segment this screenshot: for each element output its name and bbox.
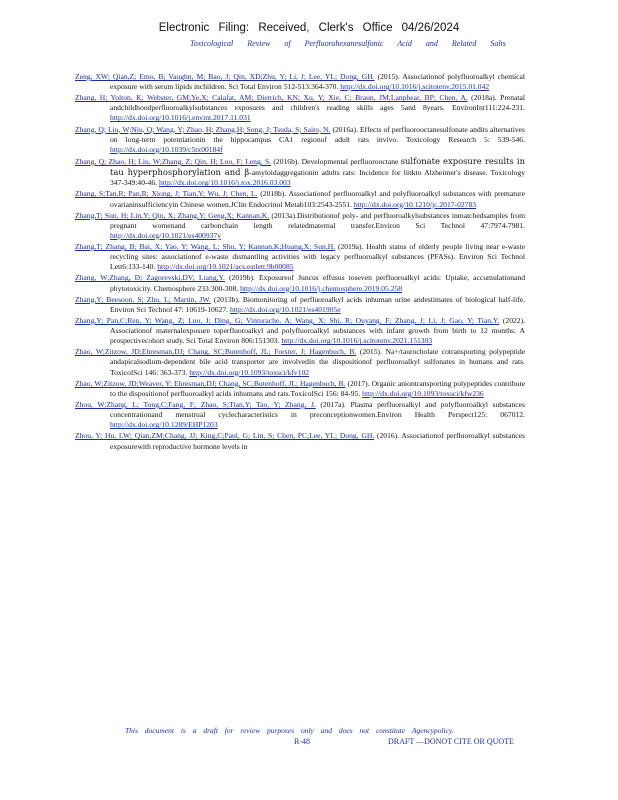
reference-entry	[75, 273, 525, 293]
reference-authors[interactable]: Zhang, H; Yolton, K; Webster, GM;Ye,X; Calafat, AM; Dietrich, KN; Xu, Y; Xie, C; Braun, JM;Lanphear, BP; Chen, A.	[75, 93, 468, 103]
reference-entry	[75, 431, 525, 451]
reference-text: (2017). Organic aniontransporting polypeptides contribute to the dispositionof perfluoroalkyl acids inhumans and rats.ToxicolSci 156: 84-95.	[110, 378, 525, 398]
reference-text: (2019b). Exposureof Juncus effusus toseven perfluoroalkyl acids: Uptake, accumulationand phytotoxicity. Chemosphere 233:300-308.	[110, 273, 526, 293]
document-subtitle: Toxicological Review of Perfluorohexanesulfonic Acid and Related Salts	[190, 39, 506, 48]
reference-doi-link[interactable]: http://dx.doi.org/10.1289/EHP1203	[110, 420, 218, 430]
draft-notice: DRAFT —DONOT CITE OR QUOTE	[388, 737, 514, 746]
filing-header: Electronic Filing: Received, Clerk's Office 04/26/2024	[158, 22, 460, 34]
reference-doi-link[interactable]: http://dx.doi.org/10.1016/j.tox.2016.03.003	[158, 178, 291, 188]
reference-entry	[75, 295, 525, 315]
reference-authors[interactable]: Zhang, Q; Liu, W;Niu, Q; Wang, Y; Zhao, H; Zhang,H; Song, J; Tsuda, S; Saito, N.	[75, 124, 331, 134]
reference-authors[interactable]: Zeng, XW; Qian,Z; Emo, B; Vaughn, M; Bao, J; Qin, XD;Zhu, Y; Li, J; Lee, YL; Dong, GH.	[75, 72, 375, 81]
reference-entry	[75, 156, 525, 188]
reference-text: (2022). Associationof maternalexposure toperfluoroalkyl and polyfluoroalkyl substances with infant growth from birth to 12 months: A prospectivecohort study. Sci Total Environ 806:151303.	[110, 316, 526, 346]
reference-authors[interactable]: Zhang, S;Tan,R; Pan,R; Xiong, J; Tian,Y; Wu, J; Chen, L.	[75, 189, 258, 199]
reference-doi-link[interactable]: http://dx.doi.org/10.1016/j.chemosphere.2019.05.258	[240, 283, 403, 293]
reference-text: (2016). Associationof perfluoroalkyl substances exposurewith reproductive hormone levels in	[110, 431, 525, 451]
reference-list	[75, 72, 525, 453]
reference-doi-link[interactable]: http://dx.doi.org/10.1093/toxsci/kfv102	[189, 367, 310, 377]
reference-authors[interactable]: Zhang,T; Sun, H; Lin,Y; Qin, X; Zhang,Y; Geng,X; Kannan,K.	[75, 210, 270, 220]
page-number: R-48	[294, 737, 310, 746]
reference-entry	[75, 189, 525, 209]
reference-authors[interactable]: Zhao, W;Zitzow, JD;Weaver, Y; Ehresman,DJ; Chang, SC;Butenhoff, JL; Hagenbuch, B.	[75, 378, 346, 388]
reference-entry	[75, 211, 525, 241]
reference-authors[interactable]: Zhang,Y; Beesoon, S; Zhu, L; Martin, JW.	[75, 294, 211, 304]
reference-text: (2013a).Distributionof poly- and perfluoroalkylsubstances inmatchedsamples from pregnant womenand carbonchain length relatedmaternal transfer.Environ Sci Technol 47:7974-7981.	[110, 210, 525, 230]
reference-authors[interactable]: Zhang,Y; Pan,C;Ren, Y; Wang, Z; Luo, J; Ding, G; Vinturache, A; Wang, X; Shi, R; Ouyang, F; Zhang, J; Li, J; Gao, Y; Tian,Y.	[75, 316, 500, 325]
reference-entry	[75, 242, 525, 272]
reference-text: (2017a). Plasma perfluoroalkyl and polyfluoroalkyl substances concentrationand menstrual cyclecharacteristics in preconceptionwomen.Environ Health Perspect125: 067012.	[110, 400, 526, 420]
reference-doi-link[interactable]: http://dx.doi.org/10.1021/acs.estlett.9b00085	[157, 262, 294, 272]
reference-entry	[75, 316, 525, 346]
reference-authors[interactable]: Zhang,T; Zhang, B; Bai, X; Yao, Y; Wang, L; Shu, Y; Kannan,K;Huang,X; Sun,H.	[75, 242, 336, 252]
reference-doi-link[interactable]: http://dx.doi.org/10.1039/c5tx00184f	[110, 144, 223, 154]
reference-text: (2018a). Prenatal andchildhoodperfluoroalkylsubstances exposures and children's reading skills ages 5and 8years. EnvironInt111:224-231.	[110, 93, 525, 113]
reference-authors[interactable]: Zhang, W;Zhang, D; Zagorevski,DV; Liang,Y.	[75, 273, 225, 283]
reference-text: (2015). Na+/taurocholate cotransporting polypeptide andapicalsodium-dependent bile acid transporter are involvedin the dispositionof perfluoroalkyl sulfonates in humans and rats. ToxicolSci 146: 363-373.	[110, 347, 526, 377]
reference-doi-link[interactable]: http://dx.doi.org/10.1016/j.envint.2017.11.031	[110, 113, 251, 123]
reference-text: (2016b). Developmental perfluorooctane	[271, 157, 401, 167]
draft-disclaimer: This document is a draft for review purposes only and does not constitute Agencypolicy.	[125, 726, 454, 735]
reference-doi-link[interactable]: http://dx.doi.org/10.1021/es400937y	[110, 230, 222, 240]
reference-authors[interactable]: Zhou, Y; Hu, LW; Qian,ZM;Chang, JJ; King,C;Paul, G; Lin, S; Chen, PC;Lee, YL; Dong, GH.	[75, 431, 375, 441]
reference-entry	[75, 379, 525, 399]
reference-doi-link[interactable]: http://dx.doi.org/10.1093/toxsci/kfw236	[362, 388, 484, 398]
reference-text: (2015). Associationof polyfluoroalkyl chemical exposure with serum lipids inchildren. Sci Total Environ 512-513:364-370.	[110, 72, 525, 92]
reference-entry	[75, 93, 525, 123]
reference-text-large: sulfonate exposure results in tau hyperphosphorylation and β	[110, 156, 525, 178]
reference-text: (2016a). Effects of perfluorooctanesulfonate andits alternatives on long-term potentiationin the hippocampus CA1 regionof adult rats invivo. Toxicology Research 5: 539-546.	[110, 124, 525, 144]
reference-doi-link[interactable]: http://dx.doi.org/10.1021/es401905e	[229, 304, 341, 314]
reference-text: -amyloidaggregationin adults rats: Incidence for linkto Alzheimer's disease. Toxicology 347-349:40-46.	[110, 168, 525, 188]
reference-authors[interactable]: Zhou, W;Zhang, L; Tong,C;Fang, F; Zhao, S;Tian,Y; Tao, Y; Zhang, J.	[75, 400, 316, 410]
reference-text: (2013b). Biomonitoring of perfluoroalkyl acids inhuman urine andestimates of biological half-life. Environ Sci Technol 47: 10619-10627.	[110, 294, 525, 314]
reference-entry	[75, 347, 525, 377]
reference-entry	[75, 400, 525, 430]
reference-authors[interactable]: Zhao, W;Zitzow, JD;Ehresman,DJ; Chang, SC;Butenhoff, JL; Forster, J; Hagenbuch, B.	[75, 347, 357, 357]
reference-entry	[75, 125, 525, 155]
reference-doi-link[interactable]: http://dx.doi.org/10.1016/j.scitotenv.2015.01.042	[340, 82, 490, 92]
reference-doi-link[interactable]: http://dx.doi.org/10.1210/jc.2017-02783	[353, 199, 477, 209]
reference-doi-link[interactable]: http://dx.doi.org/10.1016/j.scitotenv.2021.151303	[281, 336, 433, 346]
reference-entry	[75, 72, 525, 92]
reference-text: (2018b). Associationof perfluoroalkyl and polyfluoroalkyl substances with premature ovarianinsufficiencyin Chinese women.JClin Endocrinol Metab103:2543-2551.	[110, 189, 526, 209]
reference-authors[interactable]: Zhang, Q; Zhao, H; Liu, W;Zhang, Z; Qin, H; Luo, F; Leng, S.	[75, 157, 272, 167]
reference-text: (2019a). Health status of elderly people living near e-waste recycling sites: associationof e-waste dismantling activities with legacy perfluoroalkyl substances (PFASs). Environ Sci Technol Lett6:133-140.	[110, 242, 525, 272]
